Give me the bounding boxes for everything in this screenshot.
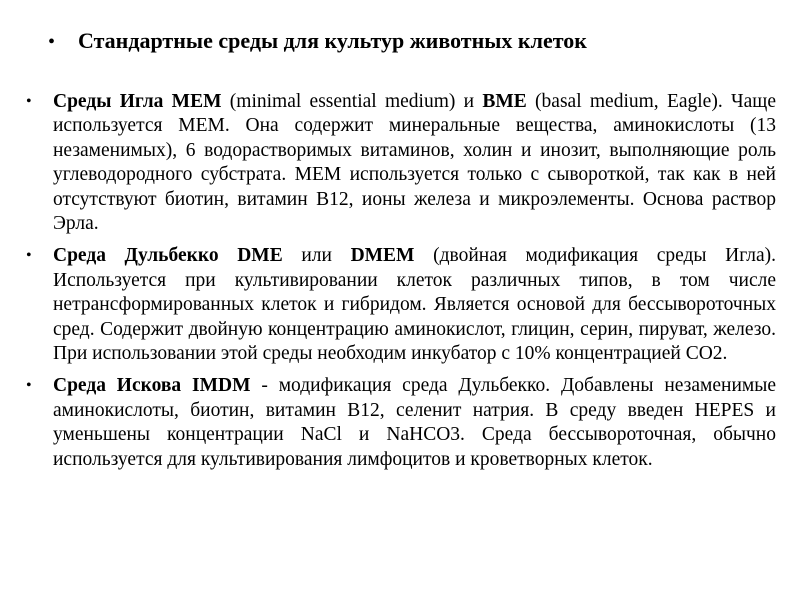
bullet-icon: • bbox=[26, 377, 32, 395]
medium-description: (basal medium, Eagle). Чаще используется MEM. Она содержит минеральные вещества, аминокислоты (13 незаменимых), 6 водорастворимых витаминов, холин и инозит, выполняющие роль углеводородного субстрата. MEM используется только с сывороткой, так как в ней отсутствуют биотин, витамин B12, ионы железа и микроэлементы. Основа раствор Эрла. bbox=[53, 91, 776, 235]
list-item-text bbox=[53, 374, 776, 472]
medium-name: Среды Игла MEM bbox=[53, 91, 222, 112]
medium-name-secondary: BME bbox=[482, 91, 527, 112]
bullet-list bbox=[26, 90, 776, 480]
bullet-icon: • bbox=[48, 31, 56, 53]
medium-description: - модификация среда Дульбекко. Добавлены незаменимые аминокислоты, биотин, витамин B12, селенит натрия. В среду введен HEPES и уменьшены концентрации NaCl и NaHCO3. Среда бессывороточная, обычно используется для культивирования лимфоцитов и кроветворных клеток. bbox=[53, 375, 776, 470]
bullet-icon: • bbox=[26, 93, 32, 110]
list-item-mem-bme bbox=[26, 90, 776, 236]
slide-title: Стандартные среды для культур животных клеток bbox=[78, 28, 587, 53]
medium-description: (двойная модификация среды Игла). Используется при культивировании клеток различных типов, в том числе нетрансформированных клеток и гибридом. Является основой для бессывороточных сред. Содержит двойную концентрацию аминокислот, глицин, серин, пируват, железо. При использовании этой среды необходим инкубатор с 10% концентрацией CO2. bbox=[53, 245, 776, 365]
list-item-dmem bbox=[26, 244, 776, 366]
list-item-imdm bbox=[26, 374, 776, 472]
medium-connector: или bbox=[282, 245, 351, 267]
bullet-icon: • bbox=[26, 247, 32, 265]
medium-name: Среда Дульбекко DME bbox=[53, 245, 283, 267]
medium-name-secondary: DMEM bbox=[350, 245, 415, 267]
medium-name: Среда Искова IMDM bbox=[53, 375, 251, 397]
slide-title-row bbox=[48, 26, 768, 57]
list-item-text bbox=[53, 90, 776, 236]
list-item-text bbox=[53, 244, 776, 366]
medium-connector: (minimal essential medium) и bbox=[221, 91, 483, 112]
